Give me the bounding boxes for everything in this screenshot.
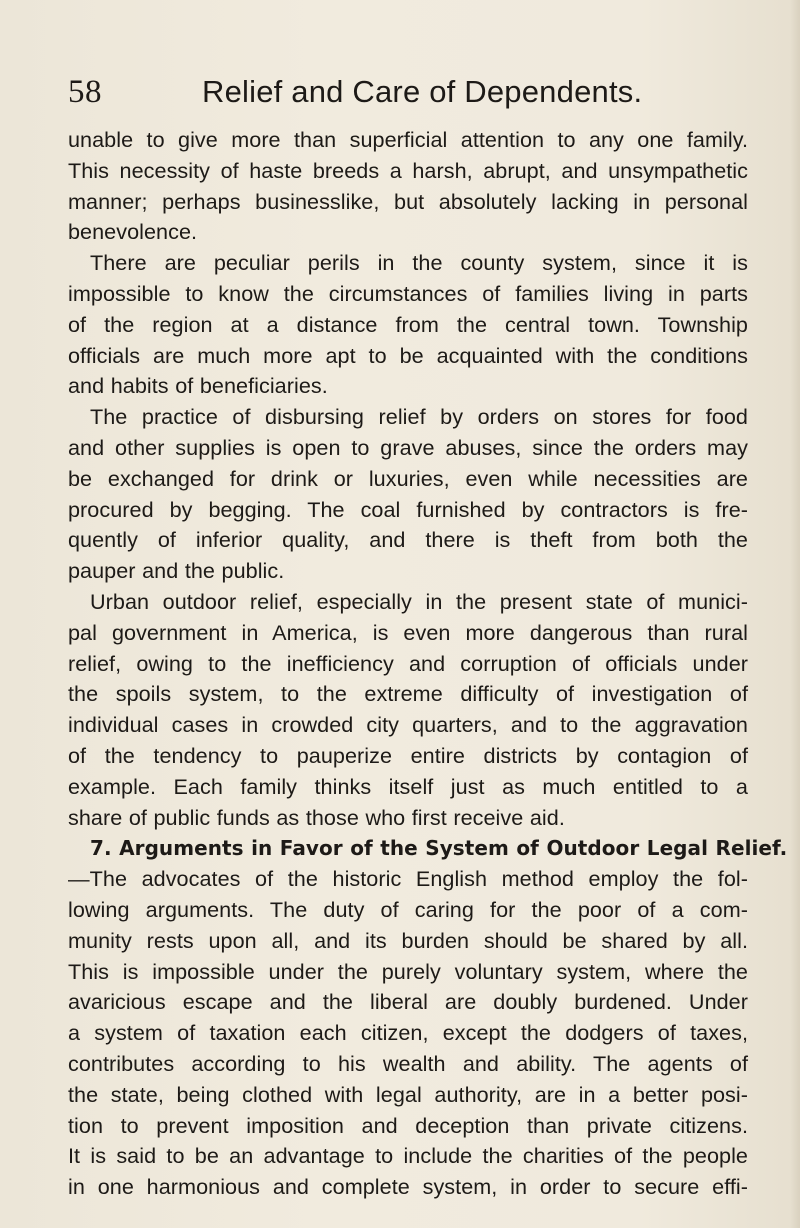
text-line: relief, owing to the inefficiency and corruption of officials under [68, 650, 748, 676]
text-line: unable to give more than superficial attention to any one family. [68, 127, 748, 152]
text-line: pal government in America, is even more dangerous than rural [68, 619, 748, 645]
text-line: procured by begging. The coal furnished by contractors is fre- [68, 496, 748, 522]
text-line: benevolence. [68, 219, 198, 245]
text-line: the state, being clothed with legal authority, are in a better posi- [68, 1081, 748, 1107]
text-line: and other supplies is open to grave abuses, since the orders may [68, 434, 748, 460]
text-line: impossible to know the circumstances of families living in parts [68, 280, 748, 306]
text-line: of the region at a distance from the central town. Township [68, 311, 748, 337]
text-line: munity rests upon all, and its burden should be shared by all. [68, 927, 748, 953]
text-line: the spoils system, to the extreme difficulty of investigation of [68, 681, 748, 707]
text-line: example. Each family thinks itself just as much entitled to a [68, 773, 748, 799]
text-line: avaricious escape and the liberal are doubly burdened. Under [68, 989, 748, 1015]
text-line: be exchanged for drink or luxuries, even while necessities are [68, 465, 748, 491]
text-line: officials are much more apt to be acquainted with the conditions [68, 342, 748, 368]
text-line: share of public funds as those who first receive aid. [68, 804, 565, 830]
running-title: Relief and Care of Dependents. [202, 74, 643, 109]
text-line: The practice of disbursing relief by orders on stores for food [90, 404, 748, 430]
text-line: of the tendency to pauperize entire districts by contagion of [68, 742, 748, 768]
text-line: individual cases in crowded city quarters, and to the aggravation [68, 712, 748, 738]
page-edge-shadow [790, 0, 800, 1228]
text-line: lowing arguments. The duty of caring for the poor of a com- [68, 896, 748, 922]
section-heading: 7. Arguments in Favor of the System of Outdoor Legal Relief. [90, 836, 788, 861]
text-line: —The advocates of the historic English method employ the fol- [68, 866, 748, 892]
text-line: contributes according to his wealth and ability. The agents of [68, 1050, 748, 1076]
body-text [68, 125, 788, 1203]
text-line: manner; perhaps businesslike, but absolutely lacking in personal [68, 188, 748, 214]
page-number: 58 [68, 74, 102, 110]
text-line: and habits of beneficiaries. [68, 373, 328, 399]
text-line: pauper and the public. [68, 558, 285, 584]
text-line: Urban outdoor relief, especially in the present state of munici- [90, 588, 748, 614]
text-line: in one harmonious and complete system, in order to secure effi- [68, 1174, 748, 1200]
text-line: a system of taxation each citizen, except the dodgers of taxes, [68, 1020, 748, 1046]
text-line: This necessity of haste breeds a harsh, abrupt, and unsympathetic [68, 157, 748, 183]
text-line: quently of inferior quality, and there is theft from both the [68, 527, 748, 553]
page-header [68, 70, 738, 114]
text-line: It is said to be an advantage to include the charities of the people [68, 1143, 748, 1169]
text-line: There are peculiar perils in the county system, since it is [90, 250, 748, 276]
text-line: tion to prevent imposition and deception than private citizens. [68, 1112, 748, 1138]
text-line: This is impossible under the purely voluntary system, where the [68, 958, 748, 984]
section-heading-line [68, 833, 788, 864]
